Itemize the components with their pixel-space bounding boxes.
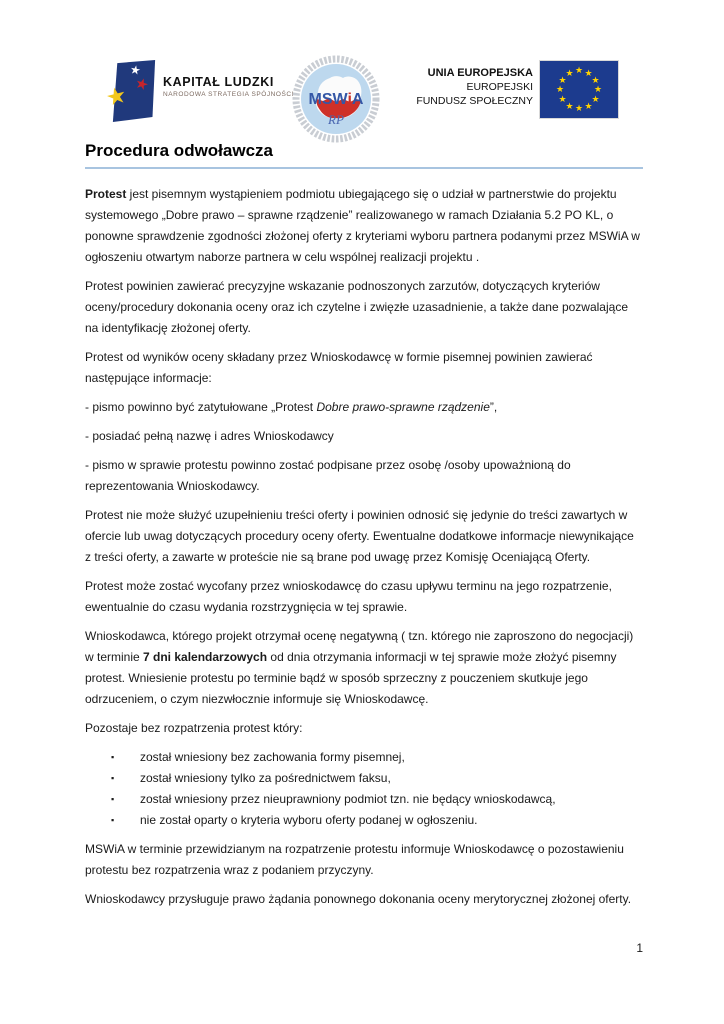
paragraph bbox=[85, 505, 643, 568]
paragraph bbox=[85, 347, 643, 389]
text-run: Wnioskodawcy przysługuje prawo żądania ponownego dokonania oceny merytorycznej złożonej oferty. bbox=[85, 892, 632, 906]
document-content bbox=[85, 141, 643, 918]
mswia-emblem-icon bbox=[292, 55, 380, 143]
text-run: - pismo w sprawie protestu powinno zostać podpisane przez osobę /osoby upoważnioną do reprezentowania Wnioskodawcy. bbox=[85, 458, 571, 493]
text-run: ”, bbox=[489, 400, 498, 414]
text-run: - posiadać pełną nazwę i adres Wnioskodawcy bbox=[85, 429, 334, 443]
paragraph bbox=[85, 576, 643, 618]
paragraph bbox=[85, 184, 643, 268]
bullet-item: ▪ został wniesiony tylko za pośrednictwem faksu, bbox=[85, 768, 643, 789]
paragraph bbox=[85, 397, 643, 418]
mswia-rp-monogram: RP bbox=[328, 112, 344, 127]
text-run: Protest powinien zawierać precyzyjne wskazanie podnoszonych zarzutów, dotyczących kryteriów oceny/procedury dokonania oceny oraz ich czytelne i zwięzłe uzasadnienie, a także dane pozwalające na identyfikację złożonej oferty. bbox=[85, 279, 628, 335]
red-star-icon: ★ bbox=[132, 74, 151, 95]
text-run: od dnia otrzymania informacji w tej sprawie może złożyć pisemny protest. Wniesienie protestu po terminie bądź w sposób sprzeczny z pouczeniem skutkuje jego odrzuceniem, o czym niezwłocznie informuje się Wnioskodawcę. bbox=[85, 650, 617, 706]
white-star-icon: ★ bbox=[128, 62, 142, 78]
kapital-ludzki-flag-icon bbox=[103, 60, 156, 122]
text-run: Wnioskodawca, którego projekt otrzymał ocenę negatywną ( tzn. którego nie zaproszono do negocjacji) w terminie bbox=[85, 629, 634, 664]
kapital-ludzki-text bbox=[163, 60, 294, 98]
document-body bbox=[85, 184, 643, 910]
kapital-ludzki-logo bbox=[103, 60, 294, 122]
text-run: Protest nie może służyć uzupełnieniu treści oferty i powinien odnosić się jedynie do treści zawartych w ofercie lub uwag dotyczących procedury oceny oferty. Ewentualne dodatkowe informacje niewynikające z treści oferty, a zawarte w proteście nie są brane pod uwagę przez Komisję Oceniającą Oferty. bbox=[85, 508, 634, 564]
text-run: Protest od wyników oceny składany przez Wnioskodawcę w formie pisemnej powinien zawierać następujące informacje: bbox=[85, 350, 593, 385]
paragraph bbox=[85, 626, 643, 710]
eu-flag-icon: ★ ★ ★ ★ ★ ★ ★ ★ ★ ★ ★ ★ bbox=[540, 61, 618, 118]
text-run: Protest może zostać wycofany przez wnioskodawcę do czasu upływu terminu na jego rozpatrzenie, ewentualnie do czasu wydania rozstrzygnięcia w tej sprawie. bbox=[85, 579, 612, 614]
text-run: jest pisemnym wystąpieniem podmiotu ubiegającego się o udział w partnerstwie do projektu systemowego „Dobre prawo – sprawne rządzenie” realizowanego w ramach Działania 5.2 PO KL, o ponowne sprawdzenie zgodności złożonej oferty z kryteriami wyboru partnera podanymi przez MSWiA w ogłoszeniu otwartym naborze partnera w celu wspólnej realizacji projektu . bbox=[85, 187, 640, 264]
paragraph bbox=[85, 426, 643, 447]
eu-title: UNIA EUROPEJSKA bbox=[427, 67, 533, 79]
paragraph bbox=[85, 839, 643, 881]
yellow-star-icon: ★ bbox=[103, 80, 130, 112]
eu-logo-text bbox=[408, 67, 533, 107]
bullet-list bbox=[85, 747, 643, 831]
text-run: Dobre prawo-sprawne rządzenie bbox=[316, 400, 490, 414]
paragraph bbox=[85, 718, 643, 739]
page-title: Procedura odwoławcza bbox=[85, 141, 273, 160]
eu-subtitle-2: FUNDUSZ SPOŁECZNY bbox=[416, 95, 533, 107]
mswia-acronym: MSWiA bbox=[308, 91, 364, 108]
text-run: 7 dni kalendarzowych bbox=[143, 650, 268, 664]
bullet-item: ▪ został wniesiony przez nieuprawniony podmiot tzn. nie będący wnioskodawcą, bbox=[85, 789, 643, 810]
bullet-item: ▪ został wniesiony bez zachowania formy pisemnej, bbox=[85, 747, 643, 768]
paragraph bbox=[85, 455, 643, 497]
paragraph bbox=[85, 889, 643, 910]
title-rule bbox=[85, 167, 643, 169]
kapital-ludzki-title: KAPITAŁ LUDZKI bbox=[163, 75, 274, 89]
text-run: MSWiA w terminie przewidzianym na rozpatrzenie protestu informuje Wnioskodawcę o pozostawieniu protestu bez rozpatrzenia wraz z podaniem przyczyny. bbox=[85, 842, 624, 877]
eu-subtitle-1: EUROPEJSKI bbox=[466, 81, 533, 93]
kapital-ludzki-subtitle: NARODOWA STRATEGIA SPÓJNOŚCI bbox=[163, 91, 294, 98]
text-run: Protest bbox=[85, 187, 127, 201]
paragraph bbox=[85, 276, 643, 339]
text-run: Pozostaje bez rozpatrzenia protest który: bbox=[85, 721, 303, 735]
page-number: 1 bbox=[636, 941, 643, 955]
text-run: - pismo powinno być zatytułowane „Protest bbox=[85, 400, 317, 414]
bullet-item: ▪ nie został oparty o kryteria wyboru oferty podanej w ogłoszeniu. bbox=[85, 810, 643, 831]
mswia-emblem-logo bbox=[292, 55, 380, 143]
